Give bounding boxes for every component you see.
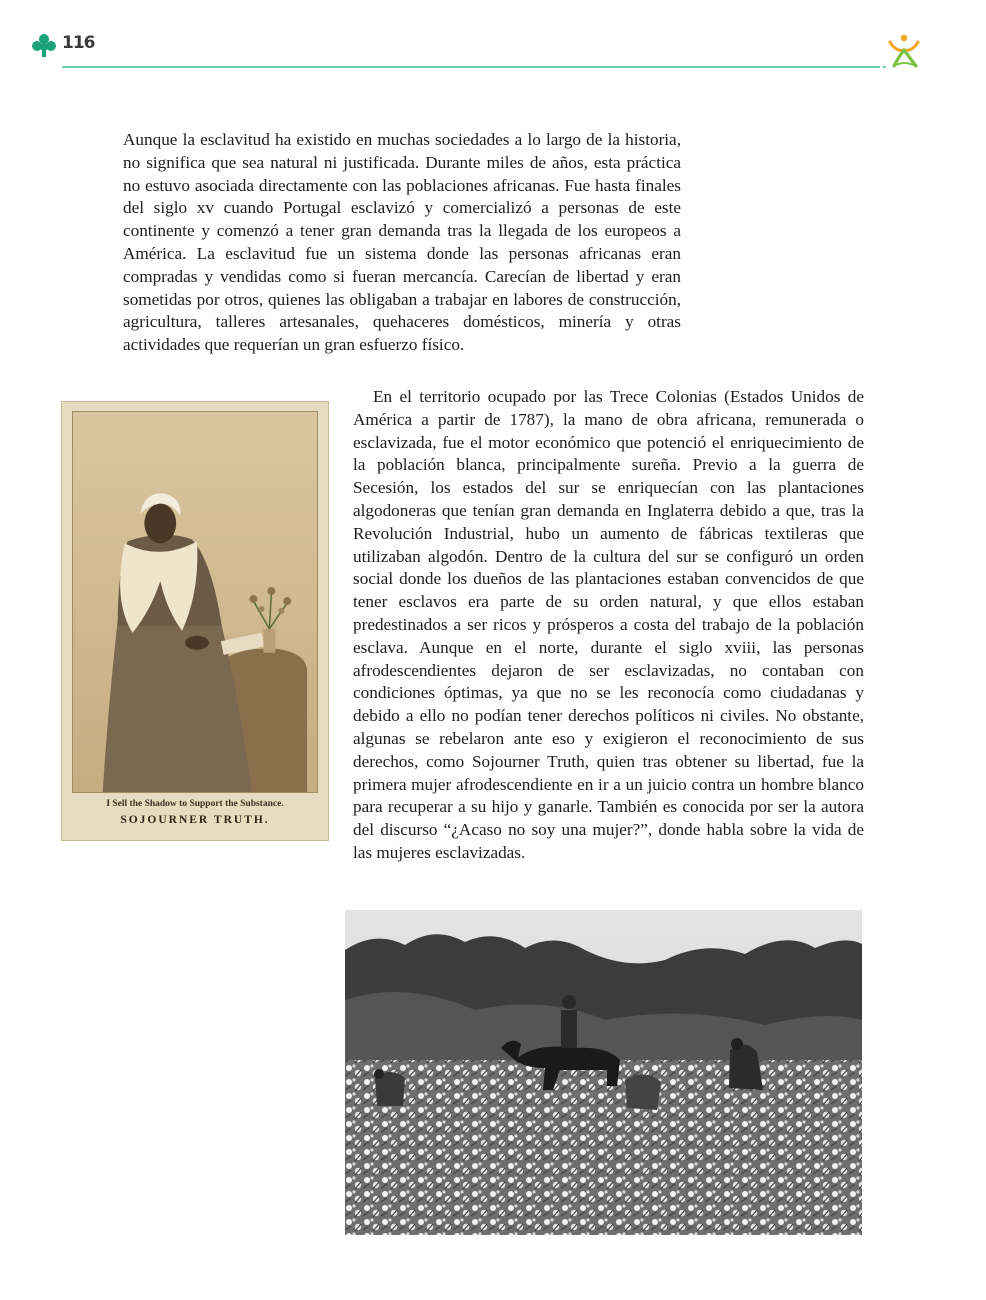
paragraph-slavery-history: Aunque la esclavitud ha existido en muchas sociedades a lo largo de la historia, no significa que sea natural ni justificada. Durante miles de años, esta práctica no estuvo asociada directamente con las poblaciones africanas. Fue hasta finales del siglo xv cuando Portugal esclavizó y comercializó a personas de este continente y comenzó a tener gran demanda tras la llegada de los europeos a América. La esclavitud fue un sistema donde las personas africanas eran compradas y vendidas como si fueran mercancía. Carecían de libertad y eran sometidas por otros, quienes las obligaban a trabajar en labores de construcción, agricultura, talleres artesanales, quehaceres domésticos, minería y otras actividades que requerían un gran esfuerzo físico. <box>123 130 681 355</box>
portrait-caption-motto: I Sell the Shadow to Support the Substance. <box>106 799 284 809</box>
paragraph-thirteen-colonies: En el territorio ocupado por las Trece Colonias (Estados Unidos de América a partir de 1787), la mano de obra africana, remunerada o esclavizada, fue el motor económico que potenció el enriquecimiento de la población blanca, principalmente sureña. Previo a la guerra de Secesión, los estados del sur se enriquecían con las plantaciones algodoneras que tenían gran demanda en Inglaterra debido a que, tras la Revolución Industrial, hubo un aumento de fábricas textileras que utilizaban algodón. Dentro de la cultura del sur se configuró un orden social donde los dueños de las plantaciones estaban convencidos de que tener esclavos era parte de su orden natural, y que ellos estaban predestinados a ser ricos y prósperos a costa del trabajo de la población esclava. Aunque en el norte, durante el siglo xviii, las personas afrodescendientes dejaron de ser esclavizadas, no contaban con condiciones óptimas, ya que no se les reconocía como ciudadanas y debido a ello no podían tener derechos políticos ni civiles. No obstante, algunas se rebelaron ante eso y exigieron el reconocimiento de sus derechos, como Sojourner Truth, quien tras obtener su libertad, fue la primera mujer afrodescendiente en ir a un juicio contra un hombre blanco para recuperar a su hijo y ganarle. También es conocida por ser la autora del discurso “¿Acaso no soy una mujer?”, donde habla sobre la vida de las mujeres esclavizadas. <box>353 387 864 862</box>
dancing-figure-emblem-icon <box>884 32 924 72</box>
page-number: 116 <box>62 33 95 53</box>
clover-logo-icon <box>30 32 58 58</box>
sojourner-truth-portrait-card <box>61 401 329 841</box>
sojourner-truth-portrait-photo <box>72 411 318 793</box>
portrait-caption-name: SOJOURNER TRUTH. <box>120 814 270 826</box>
header-rule <box>62 66 880 68</box>
cotton-field-photo <box>345 910 862 1235</box>
